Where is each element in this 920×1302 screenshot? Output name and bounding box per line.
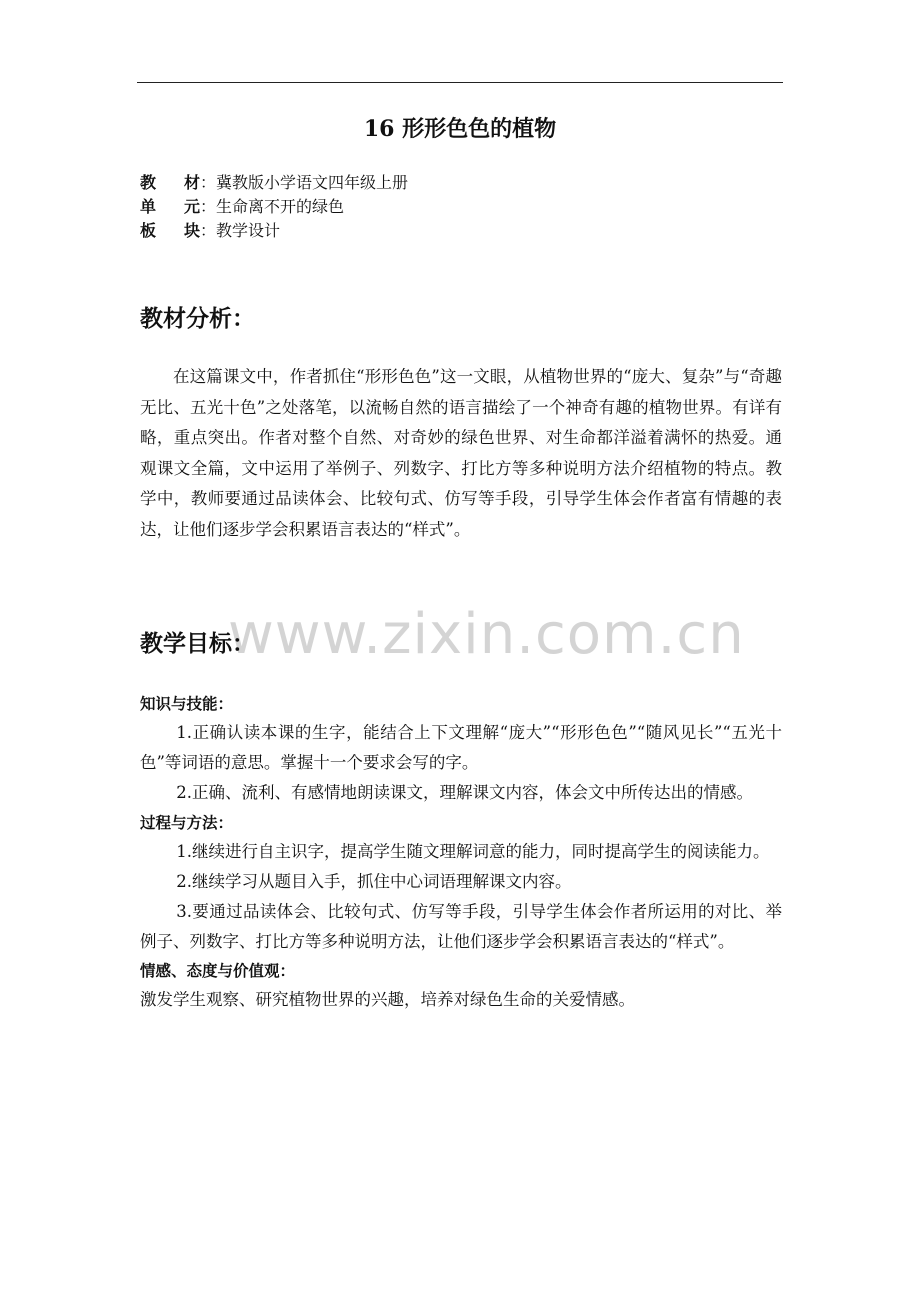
meta-row-section [140, 219, 408, 243]
goal-item: 1.继续进行自主识字，提高学生随文理解词意的能力，同时提高学生的阅读能力。 [176, 841, 770, 861]
watermark: www.zixin.com.cn [228, 602, 745, 667]
meta-key [140, 219, 200, 243]
analysis-heading: 教材分析： [140, 305, 255, 332]
meta-row-unit [140, 195, 408, 219]
analysis-paragraph: 在这篇课文中，作者抓住“形形色色”这一文眼，从植物世界的“庞大、复杂”与“奇趣无比、五光十色”之处落笔，以流畅自然的语言描绘了一个神奇有趣的植物世界。有详有略，重点突出。作者对整个自然、对奇妙的绿色世界、对生命都洋溢着满怀的热爱。通观课文全篇，文中运用了举例子、列数字、打比方等多种说明方法介绍植物的特点。教学中，教师要通过品读体会、比较句式、仿写等手段，引导学生体会作者富有情趣的表达，让他们逐步学会积累语言表达的“样式”。 [140, 367, 782, 539]
emotion-text: 激发学生观察、研究植物世界的兴趣，培养对绿色生命的关爱情感。 [140, 990, 635, 1010]
goal-item: 2.正确、流利、有感情地朗读课文，理解课文内容，体会文中所传达出的情感。 [176, 783, 754, 803]
knowledge-heading: 知识与技能： [140, 694, 234, 713]
meta-row-textbook [140, 171, 408, 195]
meta-value: 教学设计 [216, 221, 281, 240]
meta-key-char: 板 [140, 221, 157, 240]
goal-item: 2.继续学习从题目入手，抓住中心词语理解课文内容。 [176, 871, 572, 891]
emotion-heading: 情感、态度与价值观： [140, 961, 296, 981]
meta-key [140, 171, 200, 195]
meta-value: 生命离不开的绿色 [216, 197, 345, 216]
goal-item: 1.正确认读本课的生字，能结合上下文理解“庞大”“形形色色”“随风见长”“五光十色”等词语的意思。掌握十一个要求会写的字。 [140, 723, 782, 773]
meta-key-char: 教 [140, 173, 157, 192]
process-heading: 过程与方法： [140, 812, 234, 832]
meta-value: 冀教版小学语文四年级上册 [216, 173, 409, 192]
meta-key-char: 元 [183, 197, 200, 216]
meta-key-char: 块 [183, 221, 200, 240]
header-rule [137, 82, 783, 83]
meta-colon: ： [200, 173, 217, 192]
lesson-title: 16 形形色色的植物 [363, 116, 557, 142]
goal-item: 3.要通过品读体会、比较句式、仿写等手段，引导学生体会作者所运用的对比、举例子、列数字、打比方等多种说明方法，让他们逐步学会积累语言表达的“样式”。 [140, 902, 782, 952]
goals-heading: 教学目标： [140, 630, 255, 657]
meta-key-char: 材 [183, 173, 200, 192]
goals-body [140, 690, 782, 1016]
meta-colon: ： [200, 221, 217, 240]
meta-key [140, 195, 200, 219]
meta-colon: ： [200, 197, 217, 216]
lesson-meta [140, 171, 408, 243]
meta-key-char: 单 [140, 197, 157, 216]
